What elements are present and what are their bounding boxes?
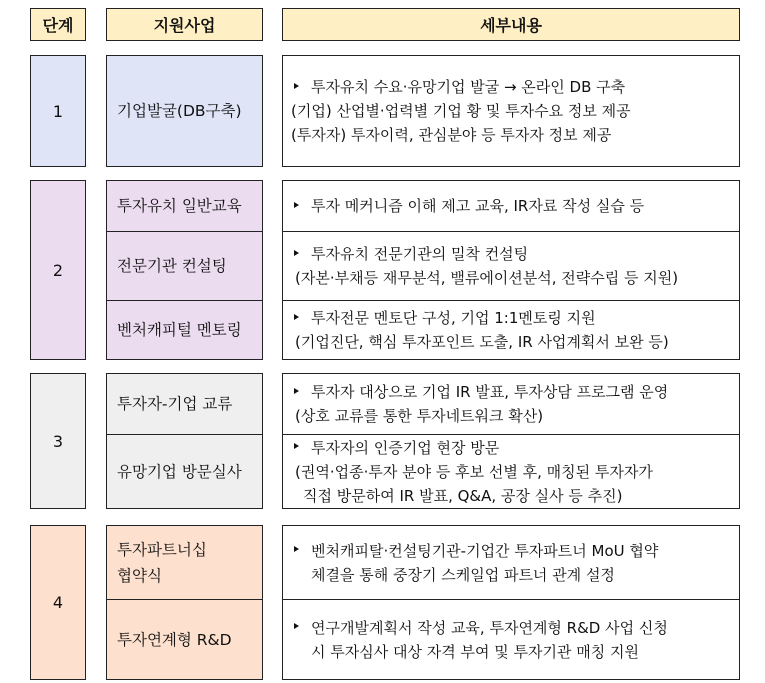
bullet-icon bbox=[294, 623, 299, 629]
program-cell: 유망기업 방문실사 bbox=[107, 434, 262, 508]
program-cell: 투자자-기업 교류 bbox=[117, 395, 233, 413]
bullet-icon bbox=[294, 546, 299, 552]
detail-line: (기업진단, 핵심 투자포인트 도출, IR 사업계획서 보완 등) bbox=[295, 333, 669, 351]
detail-line: (권역·업종·투자 분야 등 후보 선별 후, 매칭된 투자자가 bbox=[295, 462, 653, 481]
program-cell: 투자파트너십 협약식 bbox=[117, 540, 207, 585]
stage-2: 2 bbox=[30, 180, 86, 360]
detail-line: 시 투자심사 대상 자격 부여 및 투자기관 매칭 지원 bbox=[311, 642, 639, 661]
bullet-icon bbox=[294, 202, 299, 208]
bullet-icon bbox=[294, 388, 299, 394]
program-group-4 bbox=[106, 525, 263, 680]
bullet-icon bbox=[294, 443, 299, 449]
detail-cell bbox=[283, 374, 739, 434]
detail-cell bbox=[283, 526, 739, 599]
program-cell: 기업발굴(DB구축) bbox=[117, 102, 242, 120]
detail-cell bbox=[283, 231, 739, 300]
bullet-icon bbox=[294, 83, 299, 89]
stage-4: 4 bbox=[30, 525, 86, 680]
detail-line: (투자자) 투자이력, 관심분야 등 투자자 정보 제공 bbox=[291, 126, 612, 144]
detail-line: 투자자 대상으로 기업 IR 발표, 투자상담 프로그램 운영 bbox=[291, 380, 739, 404]
program-group-3 bbox=[106, 373, 263, 509]
bullet-icon bbox=[294, 250, 299, 256]
stage-1: 1 bbox=[30, 55, 86, 167]
program-cell: 벤처캐피털 멘토링 bbox=[107, 300, 262, 359]
program-cell: 투자연계형 R&D bbox=[107, 599, 262, 679]
detail-cell bbox=[283, 300, 739, 359]
detail-line: 투자 메커니즘 이해 제고 교육, IR자료 작성 실습 등 bbox=[291, 194, 739, 218]
detail-line: 벤처캐피탈·컨설팅기관-기업간 투자파트너 MoU 협약 bbox=[291, 539, 739, 563]
detail-cell bbox=[283, 56, 739, 166]
detail-line: 직접 방문하여 IR 발표, Q&A, 공장 실사 등 추진) bbox=[303, 486, 623, 505]
header-program: 지원사업 bbox=[106, 8, 263, 41]
details-group-4 bbox=[282, 525, 740, 680]
detail-line: (기업) 산업별·업력별 기업 황 및 투자수요 정보 제공 bbox=[291, 102, 631, 120]
detail-line: 투자유치 전문기관의 밀착 컨설팅 bbox=[291, 242, 739, 266]
bullet-icon bbox=[294, 314, 299, 320]
details-group-3 bbox=[282, 373, 740, 509]
header-details: 세부내용 bbox=[282, 8, 740, 41]
program-cell: 전문기관 컨설팅 bbox=[107, 231, 262, 300]
detail-line: 연구개발계획서 작성 교육, 투자연계형 R&D 사업 신청 bbox=[291, 616, 739, 640]
detail-line: 투자자의 인증기업 현장 방문 bbox=[291, 436, 739, 460]
detail-line: (상호 교류를 통한 투자네트워크 확산) bbox=[295, 407, 544, 425]
header-stage: 단계 bbox=[30, 8, 86, 41]
details-group-2 bbox=[282, 180, 740, 360]
details-group-1 bbox=[282, 55, 740, 167]
detail-line: 체결을 통해 중장기 스케일업 파트너 관계 설정 bbox=[311, 565, 615, 584]
detail-line: 투자전문 멘토단 구성, 기업 1:1멘토링 지원 bbox=[291, 306, 739, 330]
stage-3: 3 bbox=[30, 373, 86, 509]
program-cell: 투자유치 일반교육 bbox=[117, 197, 242, 215]
detail-cell bbox=[283, 181, 739, 231]
detail-cell bbox=[283, 434, 739, 508]
detail-line: (자본·부채등 재무분석, 밸류에이션분석, 전략수립 등 지원) bbox=[295, 269, 679, 287]
detail-cell bbox=[283, 599, 739, 679]
detail-line: 투자유치 수요·유망기업 발굴 → 온라인 DB 구축 bbox=[291, 75, 739, 99]
program-group-2 bbox=[106, 180, 263, 360]
program-group-1 bbox=[106, 55, 263, 167]
